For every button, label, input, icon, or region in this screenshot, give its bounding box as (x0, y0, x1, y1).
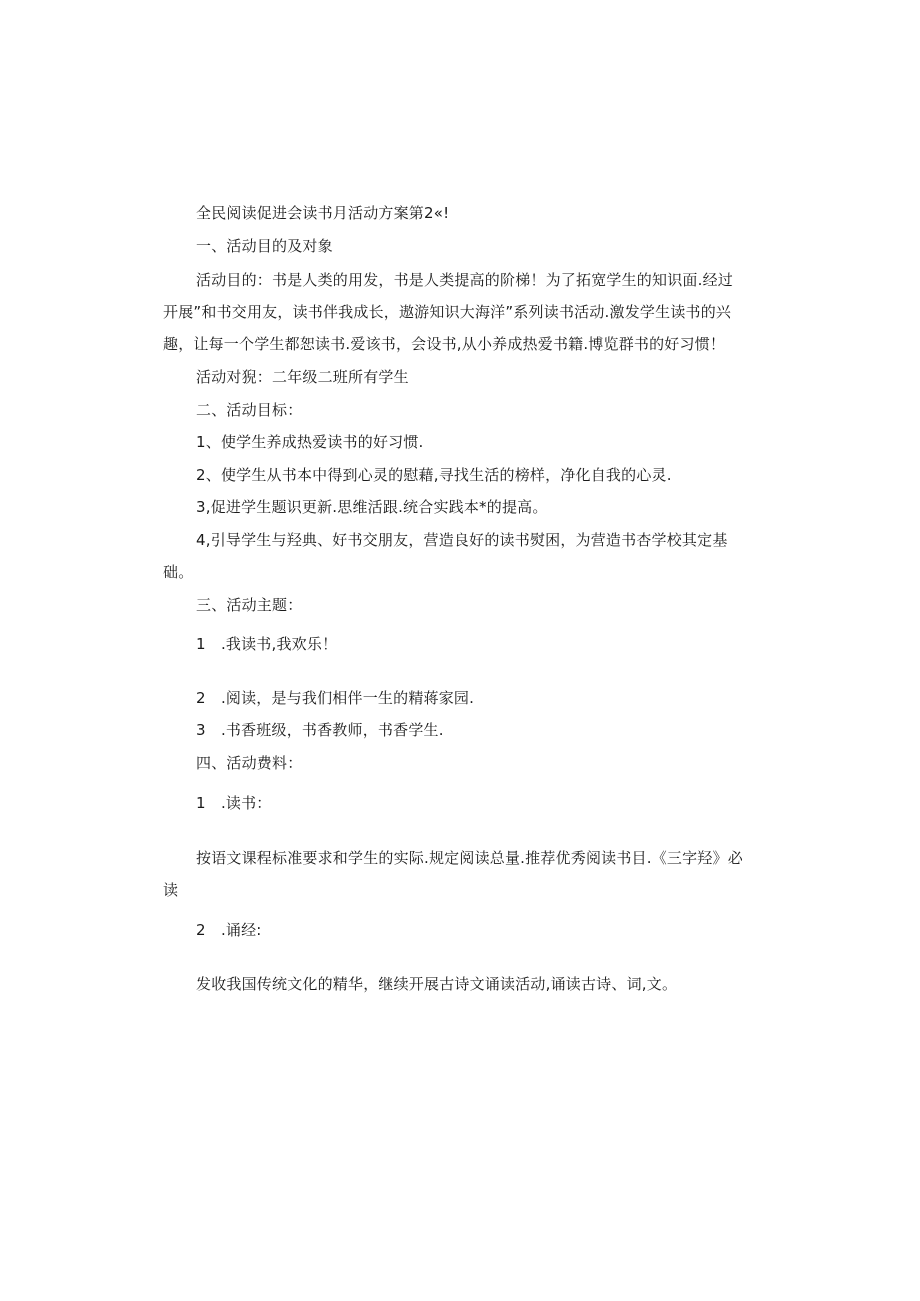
theme-item-3: 3 .书香班级，书香教师，书香学生. (196, 721, 444, 739)
paragraph-target: 活动对猊：二年级二班所有学生 (196, 368, 409, 386)
section-heading-4: 四、活动费料： (196, 754, 303, 772)
material-item-2-body: 发收我国传统文化的精华，继续开展古诗文诵读活动,诵读古诗、词,文。 (196, 975, 678, 993)
theme-item-1: 1 .我读书,我欢乐！ (196, 635, 338, 653)
section-heading-3: 三、活动主题： (196, 596, 303, 614)
goal-item-2: 2、使学生从书本中得到心灵的慰藉,寻找生活的榜样，净化自我的心灵. (196, 466, 672, 484)
material-item-1-title: 1 .读书： (196, 794, 272, 812)
goal-item-3: 3,促进学生题识更新.思维活跟.统合实践本*的提高。 (196, 498, 548, 516)
paragraph-purpose-line-1: 活动目的：书是人类的用发，书是人类提高的阶梯！为了拓宽学生的知识面.经过 (196, 271, 733, 289)
paragraph-purpose-line-2: 开展”和书交用友，读书伴我成长，遨游知识大海洋”系列读书活动.激发学生读书的兴 (163, 303, 732, 321)
material-item-1-body-line-1: 按语文课程标准要求和学生的实际.规定阅读总量.推荐优秀阅读书目.《三字羟》必 (196, 849, 743, 867)
goal-item-4-line-2: 础。 (163, 563, 194, 581)
theme-item-2: 2 .阅读，是与我们相伴一生的精蒋家园. (196, 689, 475, 707)
goal-item-4-line-1: 4,引导学生与羟典、好书交朋友，营造良好的读书熨困，为营造书杏学校其定基 (196, 531, 728, 549)
paragraph-purpose-line-3: 趣，让每一个学生都恕读书.爱该书，会设书,从小养成热爱书籍.博览群书的好习惯！ (163, 335, 726, 353)
goal-item-1: 1、使学生养成热爱读书的好习惯. (196, 433, 424, 451)
material-item-2-title: 2 .诵经: (196, 921, 262, 939)
section-heading-1: 一、活动目的及对象 (196, 237, 333, 255)
section-heading-2: 二、活动目标： (196, 401, 303, 419)
document-title: 全民阅读促进会读书月活动方案第2«! (196, 204, 450, 222)
material-item-1-body-line-2: 读 (163, 881, 179, 899)
